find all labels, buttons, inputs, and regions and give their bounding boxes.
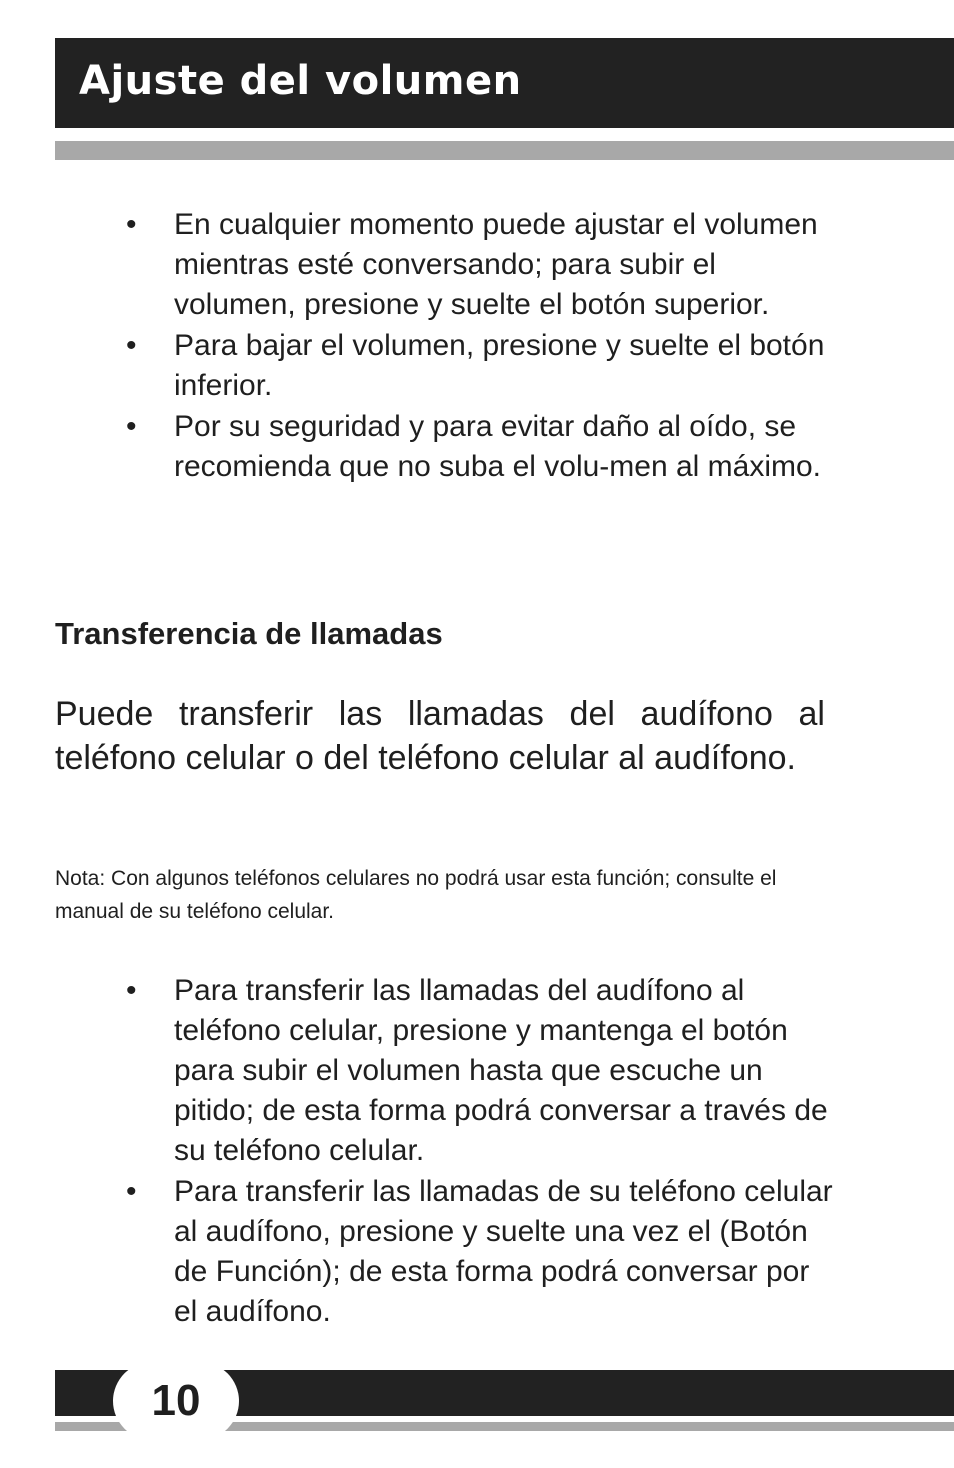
bullet-icon: • xyxy=(126,208,137,241)
bullet-icon: • xyxy=(126,1175,137,1208)
section-heading: Transferencia de llamadas xyxy=(55,616,443,651)
list-item-text: Para bajar el volumen, presione y suelte el botón inferior. xyxy=(174,329,825,402)
volume-bullet-list xyxy=(0,205,954,488)
transfer-bullet-list xyxy=(0,971,954,1333)
title-bar xyxy=(55,38,954,128)
list-item-text: En cualquier momento puede ajustar el volumen mientras esté conversando; para subir el volumen, presione y suelte el botón superior. xyxy=(174,208,818,321)
list-item xyxy=(0,326,834,406)
list-item xyxy=(0,407,834,487)
bullet-icon: • xyxy=(126,974,137,1007)
title-underline xyxy=(55,141,954,160)
list-item-text: Para transferir las llamadas de su teléfono celular al audífono, presione y suelte una vez el (Botón de Función); de esta forma podrá conversar por el audífono. xyxy=(174,1175,833,1328)
list-item xyxy=(0,971,834,1171)
page-title: Ajuste del volumen xyxy=(79,58,522,104)
bullet-icon: • xyxy=(126,410,137,443)
note-paragraph: Nota: Con algunos teléfonos celulares no podrá usar esta función; consulte el manual de su teléfono celular. xyxy=(55,867,777,923)
bullet-icon: • xyxy=(126,329,137,362)
list-item-text: Por su seguridad y para evitar daño al oído, se recomienda que no suba el volu-men al máximo. xyxy=(174,410,822,483)
list-item xyxy=(0,205,834,325)
list-item xyxy=(0,1172,834,1332)
list-item-text: Para transferir las llamadas del audífono al teléfono celular, presione y mantenga el botón para subir el volumen hasta que escuche un pitido; de esta forma podrá conversar a través de su teléfono celular. xyxy=(174,974,828,1167)
page-number: 10 xyxy=(151,1376,201,1425)
intro-paragraph: Puede transferir las llamadas del audífono al teléfono celular o del teléfono celular al audífono. xyxy=(55,695,825,777)
